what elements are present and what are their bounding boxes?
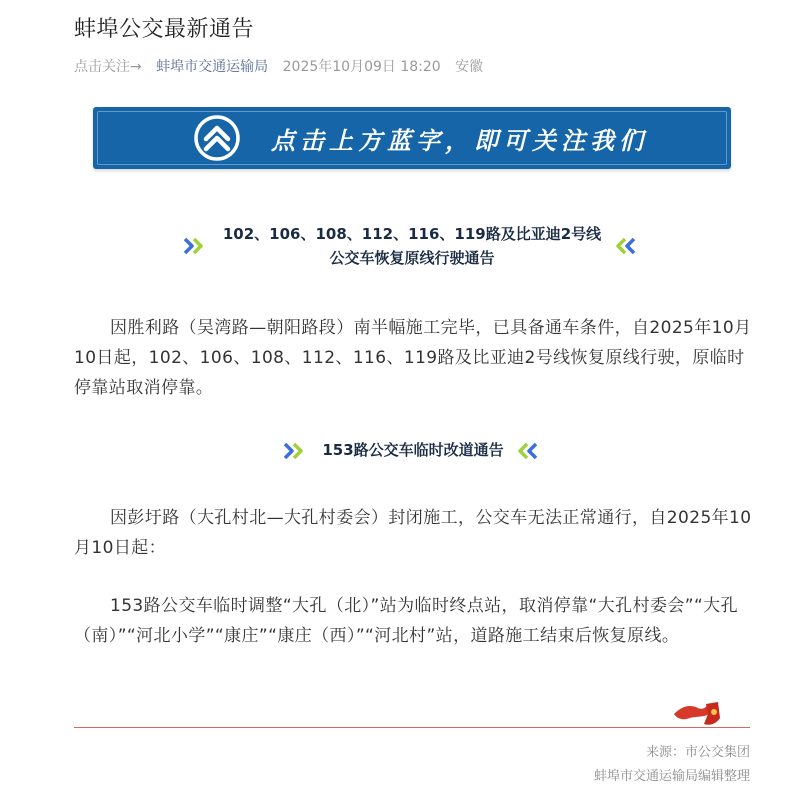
section1-heading [210,222,614,270]
chevron-left-icon [516,441,538,461]
article-meta [74,56,493,76]
section2-body2: 153路公交车临时调整“大孔（北）”站为临时终点站，取消停靠“大孔村委会”“大孔（南）”“河北小学”“康庄”“康庄（西）”“河北村”站，道路施工结束后恢复原线。 [74,596,738,646]
footer-source: 来源：市公交集团 [645,745,750,760]
section1-heading-line1: 102、106、108、112、116、119路及比亚迪2号线 [222,225,602,243]
chevron-left-icon [614,236,636,256]
account-name-link[interactable]: 蚌埠市交通运输局 [156,59,269,75]
red-ribbon-logo-icon [672,698,724,728]
follow-banner[interactable] [93,107,731,169]
chevron-right-icon [283,441,305,461]
section1-body: 因胜利路（吴湾路—朝阳路段）南半幅施工完毕，已具备通车条件，自2025年10月10日起，102、106、108、112、116、119路及比亚迪2号线恢复原线行驶，原临时停靠站取消停靠。 [74,318,752,398]
double-chevron-up-icon [193,114,241,162]
article-title: 蚌埠公交最新通告 [74,17,255,42]
publish-location: 安徽 [455,59,484,75]
footer-editor: 蚌埠市交通运输局编辑整理 [593,769,750,784]
section2-heading: 153路公交车临时改道通告 [322,441,504,459]
chevron-right-icon [183,236,205,256]
publish-date: 2025年10月09日 18:20 [282,59,441,75]
footer-divider [74,727,750,728]
section1-heading-line2: 公交车恢复原线行驶通告 [329,249,495,267]
follow-hint-link[interactable]: 点击关注→ [74,59,142,75]
banner-text: 点击上方蓝字，即可关注我们 [271,126,648,155]
section2-body1: 因彭圩路（大孔村北—大孔村委会）封闭施工，公交车无法正常通行，自2025年10月10日起： [74,508,752,558]
